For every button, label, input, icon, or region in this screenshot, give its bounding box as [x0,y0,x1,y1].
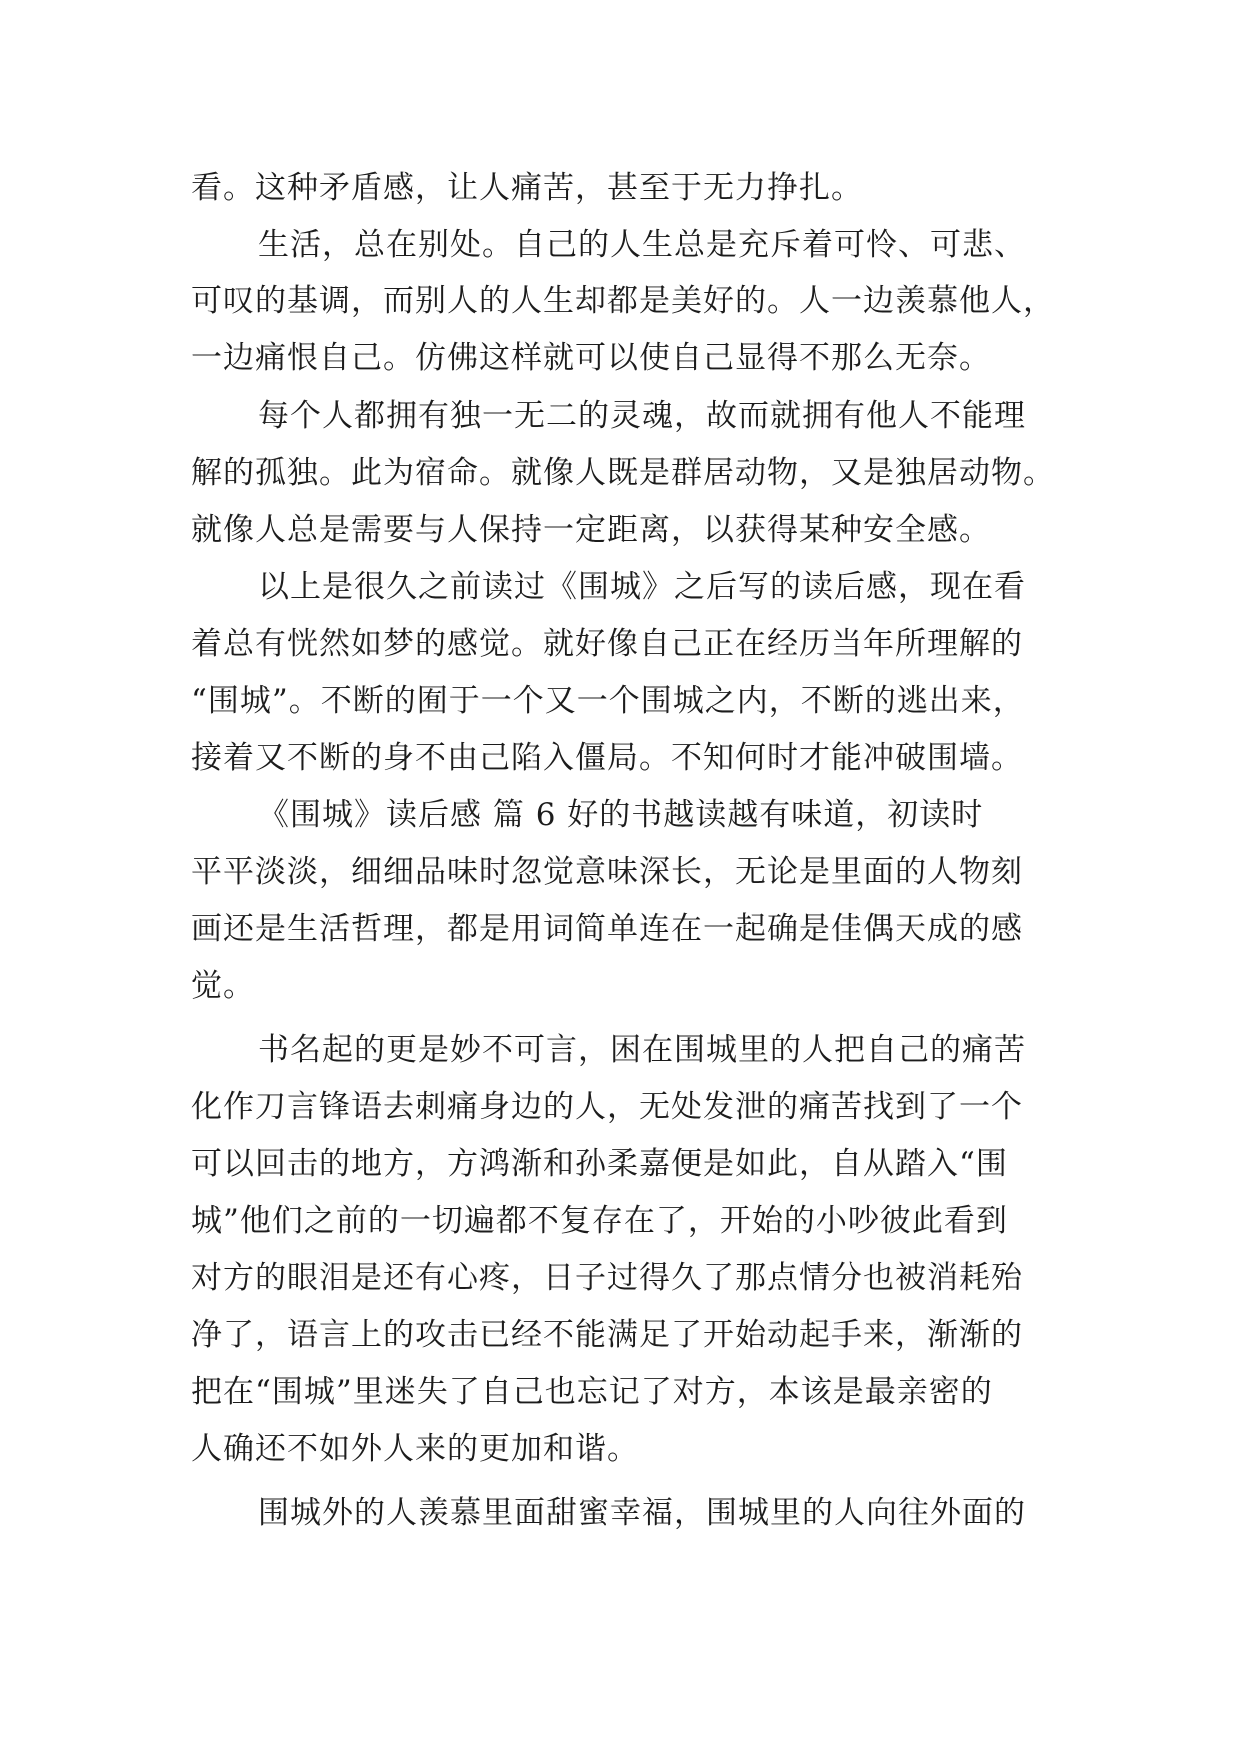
text-line: 平平淡淡，细细品味时忽觉意味深长，无论是里面的人物刻 [191,854,1023,890]
text-line: 接着又不断的身不由己陷入僵局。不知何时才能冲破围墙。 [191,740,1023,776]
text-line: 净了，语言上的攻击已经不能满足了开始动起手来，渐渐的 [191,1317,1023,1353]
text-line: 书名起的更是妙不可言，困在围城里的人把自己的痛苦 [258,1032,1026,1068]
text-line: 一边痛恨自己。仿佛这样就可以使自己显得不那么无奈。 [191,340,991,376]
text-line: 化作刀言锋语去刺痛身边的人，无处发泄的痛苦找到了一个 [191,1089,1023,1125]
text-line: 可叹的基调，而别人的人生却都是美好的。人一边羡慕他人， [191,283,1055,319]
text-line: 对方的眼泪是还有心疼，日子过得久了那点情分也被消耗殆 [191,1260,1023,1296]
text-line: 画还是生活哲理，都是用词简单连在一起确是佳偶天成的感 [191,911,1023,947]
text-line: 围城外的人羡慕里面甜蜜幸福，围城里的人向往外面的 [258,1495,1026,1531]
text-line: 城”他们之前的一切遍都不复存在了，开始的小吵彼此看到 [191,1203,1008,1239]
text-line: 生活，总在别处。自己的人生总是充斥着可怜、可悲、 [258,227,1026,263]
text-line: 人确还不如外人来的更加和谐。 [191,1431,639,1467]
text-line: 以上是很久之前读过《围城》之后写的读后感，现在看 [258,569,1026,605]
text-line: “围城”。不断的囿于一个又一个围城之内，不断的逃出来， [191,683,1025,719]
section-heading-line: 《围城》读后感 篇 6 好的书越读越有味道，初读时 [258,797,984,833]
text-line: 把在“围城”里迷失了自己也忘记了对方，本该是最亲密的 [191,1374,993,1410]
text-line: 每个人都拥有独一无二的灵魂，故而就拥有他人不能理 [258,398,1026,434]
text-line: 解的孤独。此为宿命。就像人既是群居动物，又是独居动物。 [191,455,1055,491]
text-line: 看。这种矛盾感，让人痛苦，甚至于无力挣扎。 [191,170,863,206]
text-line: 可以回击的地方，方鸿渐和孙柔嘉便是如此，自从踏入“围 [191,1146,1008,1182]
text-line: 觉。 [191,968,255,1004]
text-line: 就像人总是需要与人保持一定距离，以获得某种安全感。 [191,512,991,548]
text-line: 着总有恍然如梦的感觉。就好像自己正在经历当年所理解的 [191,626,1023,662]
